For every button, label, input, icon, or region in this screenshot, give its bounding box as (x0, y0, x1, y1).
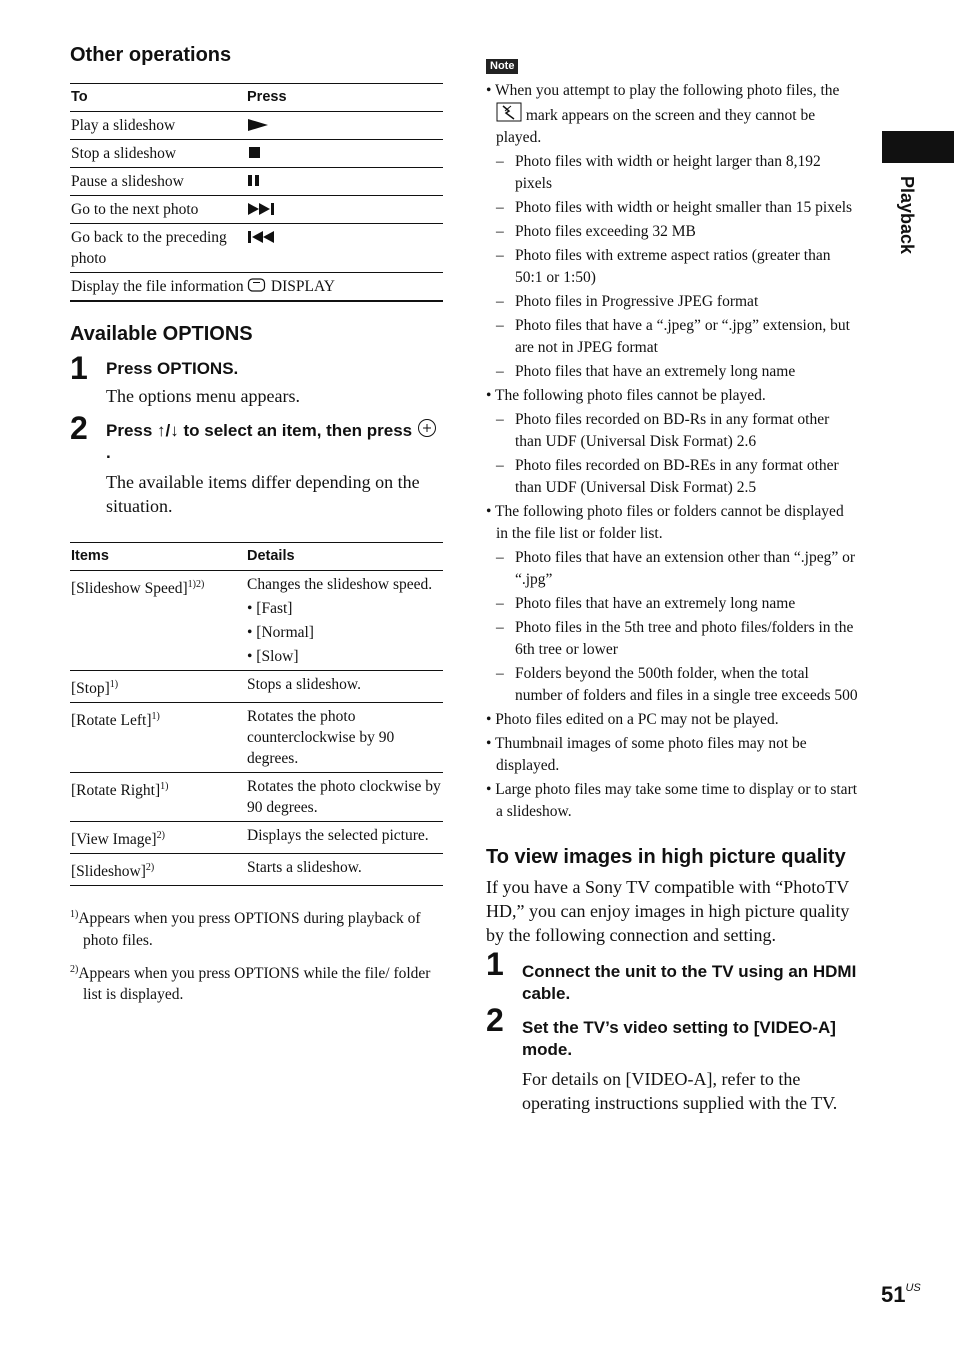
table-row (70, 703, 443, 773)
next-icon (247, 202, 277, 216)
table-row (70, 773, 443, 822)
right-column (486, 54, 858, 1115)
list-item (486, 455, 858, 499)
op-label: Display the file information (70, 273, 246, 302)
footnote-ref: 1) (160, 781, 169, 793)
table-row (70, 671, 443, 703)
list-item (486, 245, 858, 289)
footnote (70, 904, 444, 950)
dash-mark: – (496, 665, 504, 682)
op-label: Stop a slideshow (70, 140, 246, 168)
op-label: Go to the next photo (70, 196, 246, 224)
detail-option: • [Fast] (247, 600, 293, 617)
list-item (486, 197, 858, 219)
item-name (70, 854, 246, 886)
item-label: [Slideshow] (71, 863, 146, 881)
not-displayed-list (486, 547, 858, 707)
item-name (70, 671, 246, 703)
dash-mark: – (496, 363, 504, 380)
list-item-text: Photo files recorded on BD-REs in any format other than UDF (Universal Disk Format) 2.5 (515, 457, 839, 496)
item-label: [Slideshow Speed] (71, 580, 188, 598)
list-item (486, 593, 858, 615)
list-item-text: Photo files exceeding 32 MB (515, 223, 696, 240)
note-bullet: • The following photo files cannot be played. (486, 387, 766, 404)
item-label: [View Image] (71, 831, 157, 849)
table-row (70, 273, 443, 302)
footnote-ref: 1) (109, 679, 119, 690)
other-operations-heading: Other operations (70, 44, 232, 66)
list-item-text: Photo files that have an extremely long name (515, 595, 796, 612)
col-header-items: Items (70, 543, 246, 571)
item-detail: Displays the selected picture. (246, 822, 443, 854)
op-label: Play a slideshow (70, 112, 246, 140)
dash-mark: – (496, 549, 504, 566)
op-label: Pause a slideshow (70, 168, 246, 196)
table-row (70, 140, 443, 168)
step-title: Set the TV’s video setting to [VIDEO-A] mode. (522, 1018, 836, 1059)
item-label: [Rotate Right] (71, 782, 161, 800)
previous-icon (247, 230, 277, 244)
item-label: [Stop] (71, 680, 110, 698)
stop-icon (247, 146, 261, 160)
display-key-label: DISPLAY (270, 278, 335, 295)
hq-step-2 (486, 1002, 858, 1115)
dash-mark: – (496, 293, 504, 310)
step-number: 2 (70, 410, 88, 446)
section-tab-label: Playback (897, 176, 917, 255)
footnote (70, 959, 444, 1005)
note-bullet: • Photo files edited on a PC may not be played. (486, 711, 779, 728)
op-key (246, 273, 443, 302)
list-item (486, 221, 858, 243)
table-row (70, 196, 443, 224)
note-bullet (486, 80, 858, 149)
dash-mark: – (496, 595, 504, 612)
op-key (246, 196, 443, 224)
page-number-value: 51 (881, 1282, 906, 1307)
dash-mark: – (496, 247, 504, 264)
step-body: The options menu appears. (106, 386, 300, 406)
list-item-text: Photo files in Progressive JPEG format (515, 293, 759, 310)
options-step-2 (70, 410, 444, 518)
list-item-text: Photo files with width or height smaller than 15 pixels (515, 199, 853, 216)
footnote-text: Appears when you press OPTIONS during playback of photo files. (78, 910, 421, 949)
col-header-to: To (70, 84, 246, 112)
list-item-text: Photo files recorded on BD-Rs in any format other than UDF (Universal Disk Format) 2.6 (515, 411, 830, 450)
item-detail: Rotates the photo counterclockwise by 90 degrees. (246, 703, 443, 773)
item-detail: Starts a slideshow. (246, 854, 443, 886)
step-body: For details on [VIDEO-A], refer to the operating instructions supplied with the TV. (522, 1069, 838, 1113)
step-number: 1 (486, 946, 504, 982)
cannot-play-mark-icon (496, 102, 522, 122)
table-row (70, 224, 443, 273)
op-key (246, 112, 443, 140)
table-row (70, 822, 443, 854)
play-icon (247, 118, 269, 132)
footnote-ref: 2) (145, 862, 155, 874)
unsupported-list (486, 151, 858, 383)
col-header-details: Details (246, 543, 443, 571)
list-item (486, 315, 858, 359)
item-detail: Rotates the photo clockwise by 90 degrees. (246, 773, 443, 822)
left-column (70, 40, 444, 1005)
dash-mark: – (496, 411, 504, 428)
detail-option: • [Slow] (247, 648, 299, 665)
note-badge: Note (486, 59, 518, 74)
note-bullet: • Thumbnail images of some photo files may not be displayed. (486, 735, 807, 774)
detail-text: Changes the slideshow speed. (247, 576, 433, 593)
list-item (486, 663, 858, 707)
table-row (70, 112, 443, 140)
options-items-table (70, 542, 443, 886)
op-key (246, 140, 443, 168)
table-row (70, 854, 443, 886)
dash-mark: – (496, 317, 504, 334)
item-detail (246, 571, 443, 671)
item-name (70, 571, 246, 671)
footnote-text: Appears when you press OPTIONS while the file/ folder list is displayed. (78, 964, 431, 1003)
dash-mark: – (496, 619, 504, 636)
step-title: Press OPTIONS. (106, 359, 239, 378)
list-item-text: Photo files that have a “.jpeg” or “.jpg” extension, but are not in JPEG format (515, 317, 850, 356)
step-title-text: Press ↑/↓ to select an item, then press (106, 421, 413, 440)
footnote-ref: 1) (151, 711, 160, 723)
section-tab-marker (882, 131, 954, 163)
list-item (486, 617, 858, 661)
list-item-text: Photo files that have an extremely long name (515, 363, 796, 380)
available-options-heading: Available OPTIONS (70, 323, 253, 345)
step-body: The available items differ depending on the situation. (106, 472, 420, 516)
page-number (881, 1282, 921, 1308)
step-title-end: . (106, 443, 111, 462)
options-step-1 (70, 350, 444, 408)
col-header-press: Press (246, 84, 443, 112)
footnotes (70, 904, 444, 1004)
step-number: 1 (70, 350, 88, 386)
list-item-text: Photo files with width or height larger than 8,192 pixels (515, 153, 821, 192)
note-bullet: • The following photo files or folders cannot be displayed in the file list or folder list. (486, 503, 844, 542)
list-item (486, 409, 858, 453)
display-icon (247, 277, 267, 293)
note-text: • When you attempt to play the following photo files, the (486, 82, 840, 99)
op-key (246, 168, 443, 196)
high-quality-heading: To view images in high picture quality (486, 846, 846, 868)
dash-mark: – (496, 199, 504, 216)
list-item-text: Folders beyond the 500th folder, when the total number of folders and files in a single tree exceeds 500 (515, 665, 858, 704)
list-item (486, 291, 858, 313)
note-bullet: • Large photo files may take some time to display or to start a slideshow. (486, 781, 858, 820)
list-item (486, 361, 858, 383)
list-item-text: Photo files that have an extension other than “.jpeg” or “.jpg” (515, 549, 856, 588)
dash-mark: – (496, 153, 504, 170)
list-item-text: Photo files in the 5th tree and photo files/folders in the 6th tree or lower (515, 619, 854, 658)
item-name (70, 703, 246, 773)
detail-option: • [Normal] (247, 624, 314, 641)
list-item (486, 547, 858, 591)
list-item (486, 151, 858, 195)
step-number: 2 (486, 1002, 504, 1038)
list-item-text: Photo files with extreme aspect ratios (greater than 50:1 or 1:50) (515, 247, 831, 286)
pause-icon (247, 174, 263, 188)
item-label: [Rotate Left] (71, 712, 152, 730)
note-text: mark appears on the screen and they cannot be played. (496, 107, 816, 146)
footnote-ref: 1)2) (187, 579, 205, 590)
op-key (246, 224, 443, 273)
op-label: Go back to the preceding photo (70, 224, 246, 273)
disc-format-list (486, 409, 858, 499)
operations-table (70, 83, 443, 302)
footnote-mark: 2) (70, 963, 79, 975)
high-quality-intro: If you have a Sony TV compatible with “PhotoTV HD,” you can enjoy images in high picture quality by the following connection and setting. (486, 877, 850, 945)
dash-mark: – (496, 457, 504, 474)
item-name (70, 822, 246, 854)
table-row (70, 571, 443, 671)
item-name (70, 773, 246, 822)
step-title: Connect the unit to the TV using an HDMI cable. (522, 962, 857, 1003)
footnote-mark: 1) (70, 909, 79, 921)
item-detail: Stops a slideshow. (246, 671, 443, 703)
dash-mark: – (496, 223, 504, 240)
enter-button-icon (417, 418, 437, 438)
footnote-ref: 2) (156, 830, 165, 842)
region-suffix: US (905, 1282, 921, 1294)
table-row (70, 168, 443, 196)
step-title (106, 418, 444, 464)
hq-step-1 (486, 946, 858, 1005)
